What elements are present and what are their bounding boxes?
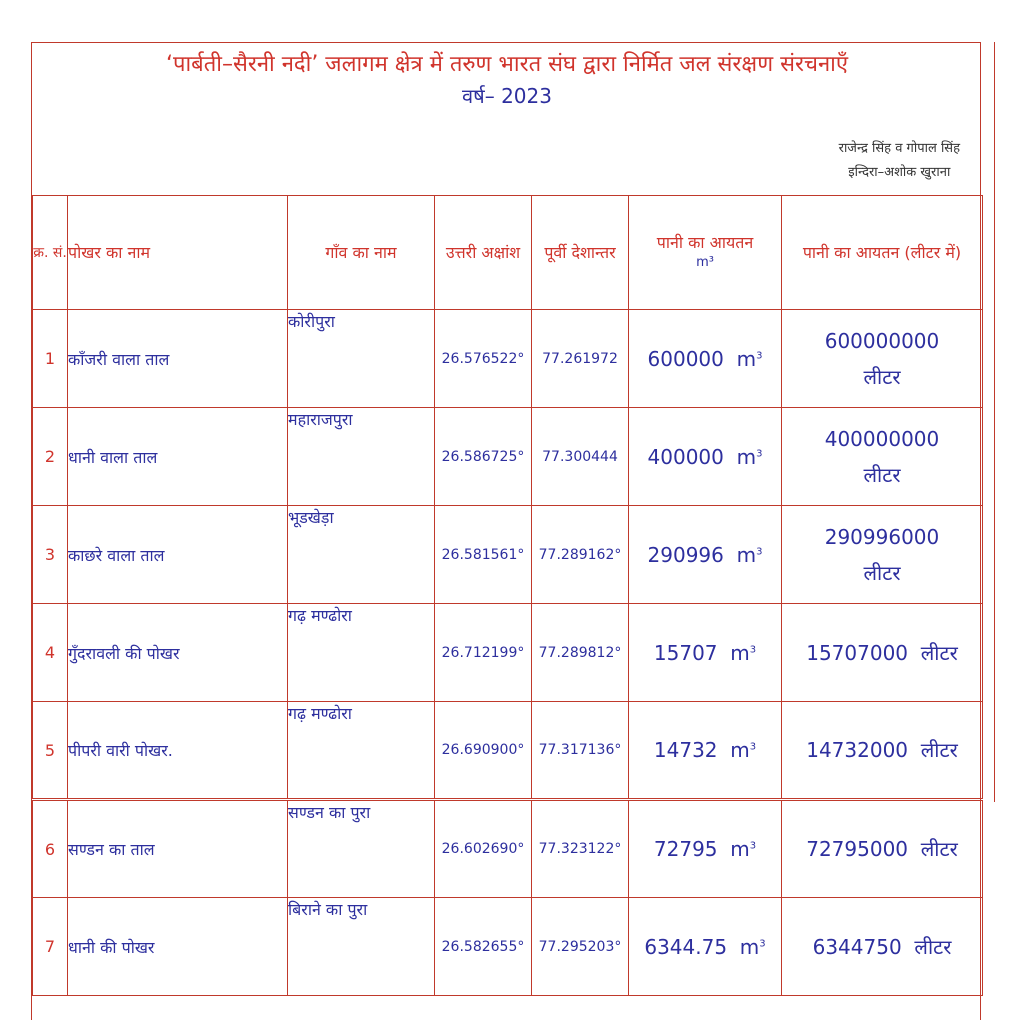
header-longitude: पूर्वी देशान्तर	[532, 196, 629, 310]
table-row	[33, 702, 983, 800]
cell-pond-name: सण्डन का ताल	[68, 800, 288, 898]
cell-volume-litre	[782, 506, 983, 604]
volume-litre-unit: लीटर	[920, 837, 958, 861]
volume-m3-superscript: 3	[749, 741, 757, 753]
header-serial-no: क्र. सं.	[33, 196, 68, 310]
cell-volume-litre	[782, 898, 983, 996]
volume-m3-value: 290996	[647, 542, 724, 567]
volume-m3-value: 600000	[647, 346, 724, 371]
table-row	[33, 506, 983, 604]
volume-litre-value: 400000000	[824, 426, 940, 451]
cell-latitude: 26.712199°	[435, 604, 532, 702]
cell-village-name: गढ़ मण्ढोरा	[288, 702, 435, 800]
volume-litre-unit: लीटर	[863, 560, 901, 585]
volume-litre-value: 290996000	[824, 524, 940, 549]
authors-line-1: राजेन्द्र सिंह व गोपाल सिंह	[838, 141, 960, 156]
cell-volume-m3	[629, 898, 782, 996]
volume-litre-value: 6344750	[812, 934, 902, 959]
volume-litre-value: 72795000	[806, 837, 909, 861]
cell-village-name: कोरीपुरा	[288, 310, 435, 408]
cell-volume-m3	[629, 702, 782, 800]
volume-litre-unit: लीटर	[920, 738, 958, 762]
volume-m3-unit: m	[736, 542, 757, 567]
cell-serial-no: 2	[33, 408, 68, 506]
cell-pond-name: धानी की पोखर	[68, 898, 288, 996]
cell-pond-name: गुँदरावली की पोखर	[68, 604, 288, 702]
cell-volume-m3	[629, 506, 782, 604]
year-line: वर्ष– 2023	[462, 84, 552, 108]
volume-m3-value: 6344.75	[644, 934, 728, 959]
volume-m3-superscript: 3	[756, 447, 763, 459]
cell-serial-no: 1	[33, 310, 68, 408]
header-latitude: उत्तरी अक्षांश	[435, 196, 532, 310]
cell-volume-litre	[782, 604, 983, 702]
volume-m3-unit: m	[730, 837, 750, 861]
cell-serial-no: 3	[33, 506, 68, 604]
cell-latitude: 26.690900°	[435, 702, 532, 800]
table-body	[33, 310, 983, 996]
cell-volume-m3	[629, 604, 782, 702]
cell-longitude: 77.323122°	[532, 800, 629, 898]
cell-longitude: 77.295203°	[532, 898, 629, 996]
volume-m3-value: 400000	[647, 444, 724, 469]
cell-pond-name: पीपरी वारी पोखर.	[68, 702, 288, 800]
authors-line-2: इन्दिरा–अशोक खुराना	[848, 165, 951, 180]
table-row	[33, 800, 983, 898]
header-volume-litre: पानी का आयतन (लीटर में)	[782, 196, 983, 310]
volume-m3-value: 15707	[653, 640, 718, 665]
table-row	[33, 604, 983, 702]
volume-m3-unit: m	[730, 738, 750, 762]
cell-village-name: बिराने का पुरा	[288, 898, 435, 996]
cell-volume-m3	[629, 310, 782, 408]
document-title: ‘पार्बती–सैरनी नदी’ जलागम क्षेत्र में तरुण भारत संघ द्वारा निर्मित जल संरक्षण संरचनाएँ	[165, 52, 849, 77]
cell-longitude: 77.300444	[532, 408, 629, 506]
header-volume-m3-label: पानी का आयतन	[656, 232, 754, 252]
cell-latitude: 26.582655°	[435, 898, 532, 996]
volume-m3-value: 14732	[653, 738, 718, 762]
cell-volume-litre	[782, 310, 983, 408]
document-sheet	[31, 42, 981, 1020]
cell-volume-litre	[782, 702, 983, 800]
volume-m3-value: 72795	[653, 837, 718, 861]
outer-right-rule	[994, 42, 995, 802]
cell-longitude: 77.289812°	[532, 604, 629, 702]
table-row	[33, 310, 983, 408]
volume-m3-superscript: 3	[749, 840, 757, 852]
table-header-row	[33, 196, 983, 310]
volume-litre-unit: लीटर	[863, 364, 901, 389]
volume-litre-unit: लीटर	[920, 640, 958, 665]
cell-serial-no: 7	[33, 898, 68, 996]
cell-volume-m3	[629, 408, 782, 506]
cell-pond-name: काछरे वाला ताल	[68, 506, 288, 604]
volume-m3-unit: m	[730, 640, 750, 665]
cell-village-name: सण्डन का पुरा	[288, 800, 435, 898]
cell-longitude: 77.289162°	[532, 506, 629, 604]
cell-pond-name: धानी वाला ताल	[68, 408, 288, 506]
cell-pond-name: काँजरी वाला ताल	[68, 310, 288, 408]
volume-m3-superscript: 3	[759, 937, 766, 949]
cell-volume-litre	[782, 800, 983, 898]
table-row	[33, 898, 983, 996]
cell-latitude: 26.581561°	[435, 506, 532, 604]
volume-m3-unit: m	[736, 346, 757, 371]
cell-latitude: 26.602690°	[435, 800, 532, 898]
table-row	[33, 408, 983, 506]
cell-latitude: 26.576522°	[435, 310, 532, 408]
cell-serial-no: 4	[33, 604, 68, 702]
volume-m3-unit: m	[739, 934, 760, 959]
volume-litre-value: 14732000	[806, 738, 909, 762]
volume-m3-superscript: 3	[749, 643, 757, 655]
header-volume-m3	[629, 196, 782, 310]
volume-m3-unit: m	[736, 444, 757, 469]
cell-serial-no: 5	[33, 702, 68, 800]
header-pond-name: पोखर का नाम	[68, 196, 288, 310]
volume-litre-unit: लीटर	[863, 462, 901, 487]
header-volume-m3-unit: m³	[696, 254, 714, 270]
volume-litre-value: 15707000	[806, 640, 909, 665]
cell-village-name: महाराजपुरा	[288, 408, 435, 506]
volume-m3-superscript: 3	[756, 545, 763, 557]
cell-village-name: गढ़ मण्ढोरा	[288, 604, 435, 702]
cell-longitude: 77.317136°	[532, 702, 629, 800]
cell-latitude: 26.586725°	[435, 408, 532, 506]
structures-table	[32, 195, 983, 996]
volume-litre-value: 600000000	[824, 328, 940, 353]
cell-volume-litre	[782, 408, 983, 506]
cell-serial-no: 6	[33, 800, 68, 898]
volume-m3-superscript: 3	[756, 349, 763, 361]
cell-longitude: 77.261972	[532, 310, 629, 408]
header-village-name: गाँव का नाम	[288, 196, 435, 310]
authors-block	[839, 137, 960, 185]
cell-village-name: भूडखेड़ा	[288, 506, 435, 604]
cell-volume-m3	[629, 800, 782, 898]
volume-litre-unit: लीटर	[914, 934, 952, 959]
